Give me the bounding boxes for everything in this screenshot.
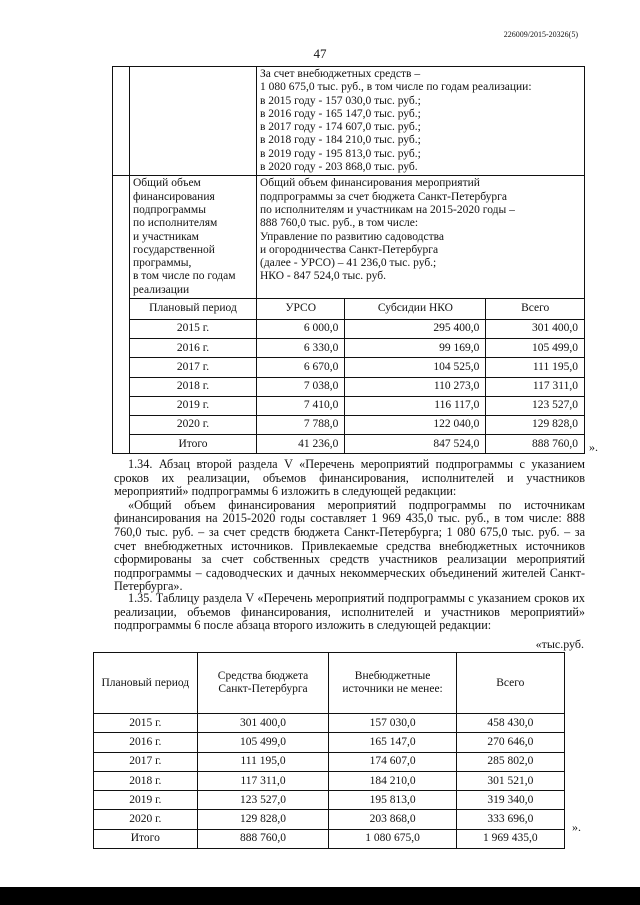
column-header: Всего: [486, 299, 585, 320]
extrabudget-description: [257, 67, 585, 176]
table-row: 2020 г. 129 828,0 203 868,0 333 696,0: [94, 810, 565, 829]
table-row: 2018 г. 7 038,0 110 273,0 117 311,0: [113, 377, 585, 396]
column-header: Субсидии НКО: [345, 299, 486, 320]
text-line: 1 080 675,0 тыс. руб., в том числе по годам реализации:: [260, 81, 532, 94]
document-id: 226009/2015-20326(5): [503, 30, 578, 39]
column-header: Плановый период: [130, 299, 257, 320]
paragraph-text: «Общий объем финансирования мероприятий подпрограммы по источникам финансирования на 2015-2020 годы составляет 1 969 435,0 тыс. руб., в том числе: 888 760,0 тыс. руб. – за счет средств бюджета Санкт-Петербурга; 1 080 675,0 тыс. руб. – за счет внебюджетных источников. Привлекаемые средства внебюджетных источников сформированы за счет собственных средств участников реализации мероприятий подпрограммы – садоводческих и дачных некоммерческих объединений жителей Санкт-Петербурга».: [114, 497, 585, 594]
table-row: 2020 г. 7 788,0 122 040,0 129 828,0: [113, 415, 585, 434]
financing-description: Общий объем финансирования мероприятий подпрограммы за счет бюджета Санкт-Петербурга по исполнителям и участникам на 2015-2020 годы – 888 760,0 тыс. руб., в том числе: Управление по развитию садоводства и огородничества Санкт-Петербурга (далее - УРСО) – 41 236,0 тыс. руб.; НКО - 847 524,0 тыс. руб.: [257, 176, 585, 299]
table-total-row: Итого 41 236,0 847 524,0 888 760,0: [113, 435, 585, 454]
extrabudget-row: [113, 67, 585, 176]
table-row: 2019 г. 7 410,0 116 117,0 123 527,0: [113, 396, 585, 415]
units-label: «тыс.руб.: [535, 637, 584, 651]
financing-label: Общий объем финансирования подпрограммы по исполнителям и участникам государственной программы, в том числе по годам реализации: [130, 176, 257, 299]
table-header-row: [113, 299, 585, 320]
table-row: 2015 г. 6 000,0 295 400,0 301 400,0: [113, 320, 585, 339]
subprogram-financing-table: [112, 66, 585, 454]
paragraph-text: 1.34. Абзац второй раздела V «Перечень мероприятий подпрограммы с указанием сроков их реализации, объемов финансирования, исполнителей и участников мероприятий» подпрограммы 6 изложить в следующей редакции:: [114, 457, 585, 499]
column-header: УРСО: [257, 299, 345, 320]
funding-sources-table: [93, 652, 565, 849]
column-header: Средства бюджета Санкт-Петербурга: [197, 653, 329, 714]
text-line: в 2017 году - 174 607,0 тыс. руб.;: [260, 121, 421, 134]
table-row: 2015 г. 301 400,0 157 030,0 458 430,0: [94, 714, 565, 733]
table-row: 2017 г. 111 195,0 174 607,0 285 802,0: [94, 752, 565, 771]
column-header: Всего: [456, 653, 564, 714]
text-line: в 2015 году - 157 030,0 тыс. руб.;: [260, 94, 421, 107]
table-total-row: Итого 888 760,0 1 080 675,0 1 969 435,0: [94, 829, 565, 848]
paragraph-1-35: [114, 592, 585, 633]
text-line: в 2019 году - 195 813,0 тыс. руб.;: [260, 147, 421, 160]
table-closing-quote: ».: [572, 820, 581, 834]
paragraph-text: 1.35. Таблицу раздела V «Перечень мероприятий подпрограммы с указанием сроков их реализации, объемов финансирования, исполнителей и участников мероприятий» подпрограммы 6 после абзаца второго изложить в следующей редакции:: [114, 591, 585, 633]
text-line: За счет внебюджетных средств –: [260, 68, 421, 80]
column-header: Плановый период: [94, 653, 198, 714]
text-line: в 2020 году - 203 868,0 тыс. руб.: [260, 161, 418, 174]
table-row: 2018 г. 117 311,0 184 210,0 301 521,0: [94, 771, 565, 790]
text-line: в 2018 году - 184 210,0 тыс. руб.;: [260, 134, 421, 147]
column-header: Внебюджетные источники не менее:: [329, 653, 456, 714]
table-row: 2016 г. 105 499,0 165 147,0 270 646,0: [94, 733, 565, 752]
total-financing-row: [113, 176, 585, 299]
paragraph-1-34: [114, 458, 585, 594]
table-closing-quote: ».: [589, 440, 598, 454]
table-header-row: [94, 653, 565, 714]
scan-edge-bar: [0, 887, 640, 905]
table-row: 2017 г. 6 670,0 104 525,0 111 195,0: [113, 358, 585, 377]
text-line: в 2016 году - 165 147,0 тыс. руб.;: [260, 107, 421, 120]
page-number: 47: [313, 46, 327, 61]
table-row: 2016 г. 6 330,0 99 169,0 105 499,0: [113, 339, 585, 358]
table-row: 2019 г. 123 527,0 195 813,0 319 340,0: [94, 791, 565, 810]
